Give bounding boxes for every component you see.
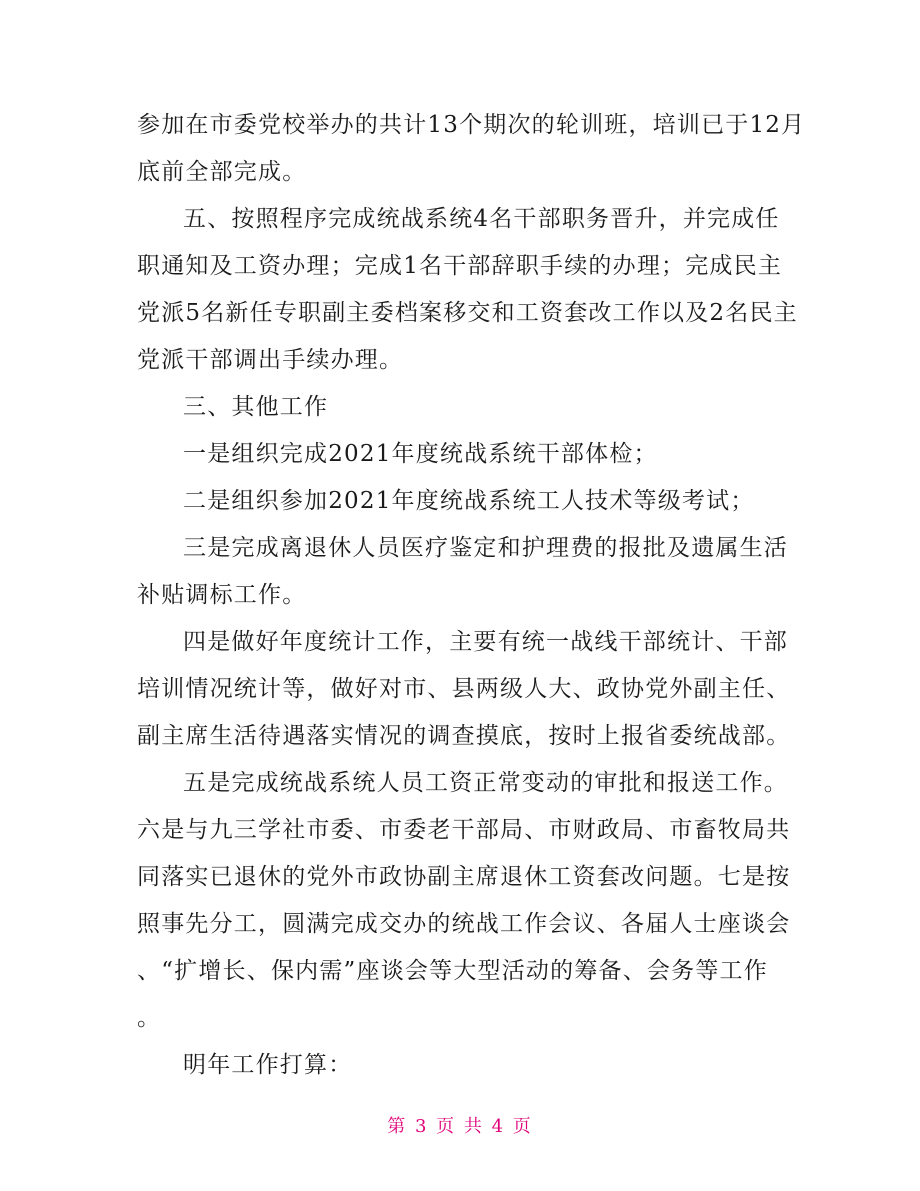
paragraph-line: 培训情况统计等，做好对市、县两级人大、政协党外副主任、 (137, 676, 791, 702)
page-number-footer: 第 3 页 共 4 页 (387, 1116, 533, 1137)
paragraph-line: 党派干部调出手续办理。 (137, 347, 404, 373)
paragraph-line: 明年工作打算： (183, 1052, 353, 1078)
paragraph-line: 参加在市委党校举办的共计13个期次的轮训班，培训已于12月 (137, 112, 806, 138)
paragraph-line: 补贴调标工作。 (137, 582, 307, 608)
paragraph-line: 、“扩增长、保内需”座谈会等大型活动的筹备、会务等工作 (137, 958, 768, 984)
paragraph-line: 四是做好年度统计工作，主要有统一战线干部统计、干部 (183, 629, 788, 655)
paragraph-line: 照事先分工，圆满完成交办的统战工作会议、各届人士座谈会 (137, 911, 791, 937)
paragraph-line: 一是组织完成2021年度统战系统干部体检； (183, 441, 658, 467)
paragraph-line: 底前全部完成。 (137, 159, 307, 185)
paragraph-line: 副主席生活待遇落实情况的调查摸底，按时上报省委统战部。 (137, 723, 791, 749)
section-heading: 三、其他工作 (183, 394, 329, 420)
paragraph-line: 二是组织参加2021年度统战系统工人技术等级考试； (183, 488, 755, 514)
paragraph-line: 同落实已退休的党外市政协副主席退休工资套改问题。七是按 (137, 864, 791, 890)
paragraph-line: 职通知及工资办理；完成1名干部辞职手续的办理；完成民主 (137, 253, 783, 279)
paragraph-line: 。 (137, 1005, 162, 1031)
paragraph-line: 六是与九三学社市委、市委老干部局、市财政局、市畜牧局共 (137, 817, 791, 843)
paragraph-line: 五是完成统战系统人员工资正常变动的审批和报送工作。 (183, 770, 788, 796)
paragraph-line: 五、按照程序完成统战系统4名干部职务晋升，并完成任 (183, 206, 780, 232)
paragraph-line: 三是完成离退休人员医疗鉴定和护理费的报批及遗属生活 (183, 535, 788, 561)
paragraph-line: 党派5名新任专职副主委档案移交和工资套改工作以及2名民主 (137, 300, 798, 326)
